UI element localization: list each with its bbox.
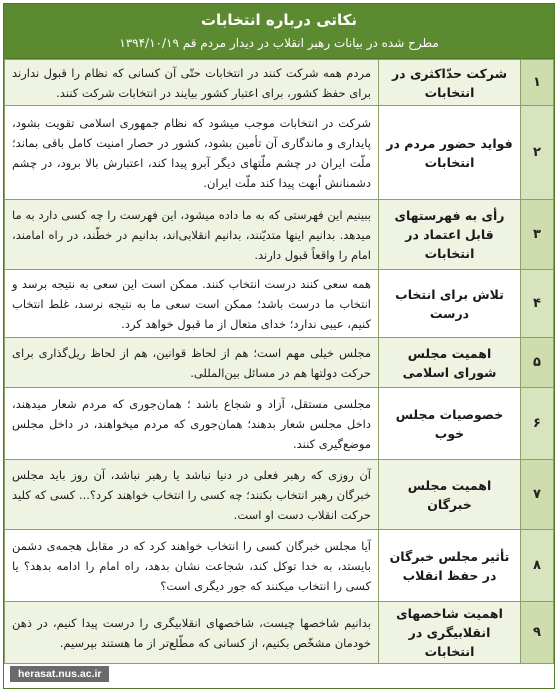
table-row: [5, 530, 554, 602]
table-row: [5, 270, 554, 338]
row-number: ۱: [521, 60, 554, 106]
row-topic: شرکت حدّاکثری در انتخابات: [379, 60, 521, 106]
table-row: [5, 60, 554, 106]
table-header: [4, 4, 554, 59]
row-description: مردم همه شرکت کنند در انتخابات حتّی آن کسانی که نظام را قبول ندارند برای حفظ کشور، برای اعتبار کشور بیایند در انتخابات شرکت کنند.: [5, 60, 379, 106]
table-row: [5, 602, 554, 664]
row-description: آیا مجلس خبرگان کسی را انتخاب خواهند کرد که در مقابل هجمه‌ی دشمن بایستد، به خدا توکل کند، شجاعت نشان بدهد، راه امام را ادامه بدهد؟ یا کسی را انتخاب میکنند که جور دیگری است؟: [5, 530, 379, 602]
row-number: ۷: [521, 460, 554, 530]
infographic-table: [3, 3, 555, 689]
row-topic: فواید حضور مردم در انتخابات: [379, 106, 521, 200]
table-row: [5, 388, 554, 460]
row-description: مجلس خیلی مهم است؛ هم از لحاظ قوانین، هم از لحاظ ریل‌گذاری برای حرکت دولتها هم در مسائل بین‌المللی.: [5, 338, 379, 388]
row-number: ۹: [521, 602, 554, 664]
row-topic: خصوصیات مجلس خوب: [379, 388, 521, 460]
row-description: بدانیم شاخصها چیست، شاخصهای انقلابیگری را درست پیدا کنیم، در ذهن خودمان مشخّص بکنیم، از کسانی که مطّلع‌تر از ما هستند بپرسیم.: [5, 602, 379, 664]
row-number: ۴: [521, 270, 554, 338]
page-title: نکاتی درباره انتخابات: [200, 11, 357, 29]
row-topic: رأی به فهرستهای قابل اعتماد در انتخابات: [379, 200, 521, 270]
site-watermark: herasat.nus.ac.ir: [10, 666, 109, 682]
row-topic: اهمیت مجلس شورای اسلامی: [379, 338, 521, 388]
row-number: ۵: [521, 338, 554, 388]
page-subtitle: مطرح شده در بیانات رهبر انقلاب در دیدار مردم قم ۱۳۹۴/۱۰/۱۹: [119, 36, 439, 50]
row-description: آن روزی که رهبر فعلی در دنیا نباشد یا رهبر نباشد، آن روز باید مجلس خبرگان رهبر انتخاب بکنند؛ چه کسی را انتخاب خواهند کرد؟... کسی که کلید حرکت انقلاب دست او است.: [5, 460, 379, 530]
table-row: [5, 338, 554, 388]
row-number: ۲: [521, 106, 554, 200]
table-row: [5, 106, 554, 200]
table-row: [5, 460, 554, 530]
row-topic: تأثیر مجلس خبرگان در حفظ انقلاب: [379, 530, 521, 602]
row-description: شرکت در انتخابات موجب میشود که نظام جمهوری اسلامی تقویت بشود، پایداری و ماندگاری آن تأمین بشود، کشور در حصار امنیت کامل باقی بماند؛ ملّت ایران در چشم ملّتهای دیگر آبرو پیدا کند، اعتبارش بالا برود، در چشم دشمنانش اُبهت پیدا کند ملّت ایران.: [5, 106, 379, 200]
row-number: ۶: [521, 388, 554, 460]
row-number: ۸: [521, 530, 554, 602]
row-description: همه سعی کنند درست انتخاب کنند. ممکن است این سعی به نتیجه برسد و انتخاب ما درست باشد؛ ممکن است سعی ما به نتیجه نرسد، غلط انتخاب کنیم، عیبی ندارد؛ خدای متعال از ما قبول خواهد کرد.: [5, 270, 379, 338]
table-row: [5, 200, 554, 270]
row-description: مجلسی مستقل، آزاد و شجاع باشد ؛ همان‌جوری که مردم شعار میدهند، داخل مجلس شعار بدهند؛ همان‌جوری که مردم میخواهند، در داخل مجلس موضع‌گیری کنند.: [5, 388, 379, 460]
row-topic: اهمیت مجلس خبرگان: [379, 460, 521, 530]
row-topic: تلاش برای انتخاب درست: [379, 270, 521, 338]
row-description: ببینیم این فهرستی که به ما داده میشود، این فهرست را چه کسی دارد به ما میدهد. بدانیم اینها متدیّنند، بدانیم انقلابی‌اند، بدانیم در خطّند، در راه امامند، امام را واقعاً قبول دارند.: [5, 200, 379, 270]
row-topic: اهمیت شاخصهای انقلابیگری در انتخابات: [379, 602, 521, 664]
points-table: [4, 59, 554, 664]
row-number: ۳: [521, 200, 554, 270]
